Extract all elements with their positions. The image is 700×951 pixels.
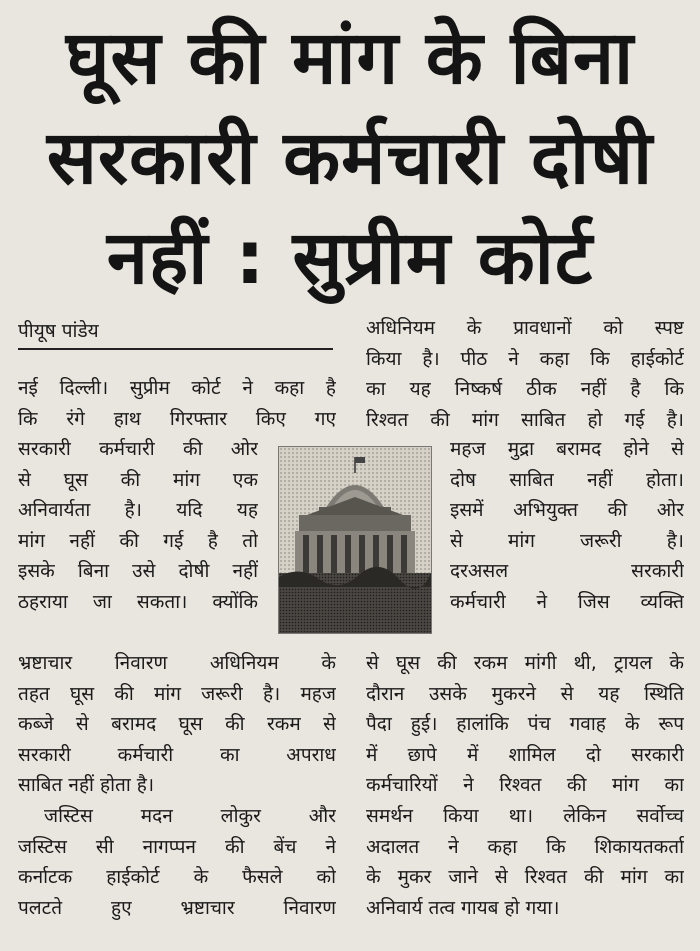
supreme-court-photo: [278, 446, 432, 634]
article-line: के मुकर जाने से रिश्वत की मांग का: [366, 866, 684, 889]
byline: पीयूष पांडेय: [18, 318, 333, 350]
article-line: में छापे में शामिल दो सरकारी: [366, 743, 684, 766]
article-line: रिश्वत की मांग साबित हो गई है।: [366, 408, 684, 431]
left-column-bottom: [18, 648, 336, 923]
article-line: दोष साबित नहीं होता।: [450, 468, 684, 491]
article-line: कि रंगे हाथ गिरफ्तार किए गए: [18, 407, 336, 430]
article-line: नई दिल्ली। सुप्रीम कोर्ट ने कहा है: [18, 377, 336, 399]
right-column-bottom: [366, 648, 684, 923]
right-column-top: [366, 313, 684, 435]
article-line: का यह निष्कर्ष ठीक नहीं है कि: [366, 378, 684, 401]
article-line: कर्मचारी ने जिस व्यक्ति: [450, 590, 684, 613]
article-line: कर्मचारियों ने रिश्वत की मांग का: [366, 774, 684, 797]
supreme-court-building-icon: [279, 447, 431, 633]
article-line: अनिवार्यता है। यदि यह: [18, 499, 258, 522]
headline-line-2: सरकारी कर्मचारी दोषी: [46, 115, 654, 201]
article-line: जस्टिस सी नागप्पन की बेंच ने: [18, 835, 336, 858]
article-line: ठहराया जा सकता। क्योंकि: [18, 590, 258, 613]
article-line: भ्रष्टाचार निवारण अधिनियम के: [18, 652, 336, 674]
article-line: जस्टिस मदन लोकुर और: [44, 804, 336, 827]
article-line: दौरान उसके मुकरने से यह स्थिति: [366, 682, 684, 705]
article-line: कब्जे से बरामद घूस की रकम से: [18, 713, 336, 736]
article-line: से घूस की मांग एक: [18, 468, 258, 491]
article-line: अधिनियम के प्रावधानों को स्पष्ट: [366, 317, 684, 339]
article-line: इसमें अभियुक्त की ओर: [450, 499, 684, 522]
left-column-top: [18, 373, 336, 434]
article-line: सरकारी कर्मचारी का अपराध: [18, 743, 336, 766]
article-line: पैदा हुई। हालांकि पंच गवाह के रूप: [366, 713, 684, 736]
article-line: किया है। पीठ ने कहा कि हाईकोर्ट: [366, 347, 684, 370]
article-line: अदालत ने कहा कि शिकायतकर्ता: [366, 835, 684, 858]
article-line: कर्नाटक हाईकोर्ट के फैसले को: [18, 866, 336, 889]
article-line: साबित नहीं होता है।: [18, 774, 155, 797]
article-line: अनिवार्य तत्व गायब हो गया।: [366, 896, 560, 919]
left-column-wrap: [18, 434, 258, 618]
headline-line-3: नहीं : सुप्रीम कोर्ट: [106, 215, 594, 301]
article-line: से घूस की रकम मांगी थी, ट्रायल के: [366, 652, 684, 674]
article-line: तहत घूस की मांग जरूरी है। महज: [18, 682, 336, 705]
article-line: समर्थन किया था। लेकिन सर्वोच्च: [366, 804, 684, 827]
article-line: दरअसल सरकारी: [450, 560, 684, 583]
right-column-wrap: [450, 434, 684, 618]
article-line: मांग नहीं की गई है तो: [18, 529, 258, 552]
article-line: पलटते हुए भ्रष्टाचार निवारण: [18, 896, 336, 919]
article-line: से मांग जरूरी है।: [450, 529, 684, 552]
headline-line-1: घूस की मांग के बिना: [65, 15, 635, 101]
article-line: महज मुद्रा बरामद होने से: [450, 438, 684, 460]
headline: [0, 8, 700, 308]
article-line: इसके बिना उसे दोषी नहीं: [18, 560, 258, 583]
article-line: सरकारी कर्मचारी की ओर: [18, 438, 258, 460]
